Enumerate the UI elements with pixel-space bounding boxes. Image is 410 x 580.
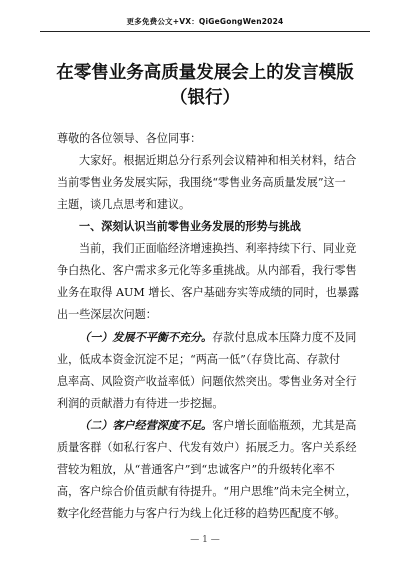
paragraph-line: 主题，谈几点思考和建议。 — [57, 198, 191, 211]
page-number: — 1 — — [190, 535, 220, 545]
paragraph-line: 当前，我们正面临经济增速换挡、利率持续下行、同业竞 — [79, 242, 357, 255]
paragraph-line: 大家好。根据近期总分行系列会议精神和相关材料，结合 — [79, 154, 357, 167]
paragraph-line: 营较为粗放，从“普通客户”到“忠诚客户”的升级转化率不 — [57, 463, 335, 476]
section-heading: 一、深刻认识当前零售业务发展的形势与挑战 — [79, 220, 301, 233]
paragraph-line: 业务在取得 AUM 增长、客户基础夯实等成绩的同时，也暴露 — [57, 286, 360, 299]
paragraph-line: 利润的贡献潜力有待进一步挖掘。 — [57, 397, 224, 410]
list-item-text: 客户增长面临瓶颈，尤其是高 — [212, 419, 357, 432]
header-text: 更多免费公文+VX：QiGeGongWen2024 — [126, 17, 284, 26]
list-item-text: 存款付息成本压降力度不及同 — [212, 331, 357, 344]
list-item-label: （一）发展不平衡不充分。 — [79, 331, 213, 344]
paragraph-line: 出一些深层次问题： — [57, 308, 157, 321]
paragraph-line: 业，低成本资金沉淀不足；“两高一低”（存贷比高、存款付 — [57, 353, 341, 366]
paragraph-line: 争白热化、客户需求多元化等多重挑战。从内部看，我行零售 — [57, 264, 357, 277]
paragraph-line: 当前零售业务发展实际，我围绕“零售业务高质量发展”这一 — [57, 176, 346, 189]
paragraph-line: 质量客群（如私行客户、代发有效户）拓展乏力。客户关系经 — [57, 441, 357, 454]
list-item — [79, 331, 356, 345]
list-item-label: （二）客户经营深度不足。 — [79, 419, 213, 432]
paragraph-line: 高，客户综合价值贡献有待提升。“用户思维”尚未完全树立， — [57, 485, 357, 498]
paragraph-line: 数字化经营能力与客户行为线上化迁移的趋势匹配度不够。 — [57, 507, 346, 520]
document-subtitle: （银行） — [170, 88, 240, 108]
greeting: 尊敬的各位领导、各位同事： — [57, 132, 202, 145]
list-item — [79, 419, 356, 433]
document-title: 在零售业务高质量发展会上的发言模版 — [56, 63, 354, 83]
paragraph-line: 息率高、风险资产收益率低）问题依然突出。零售业务对全行 — [57, 375, 357, 388]
header-rule — [40, 31, 370, 32]
